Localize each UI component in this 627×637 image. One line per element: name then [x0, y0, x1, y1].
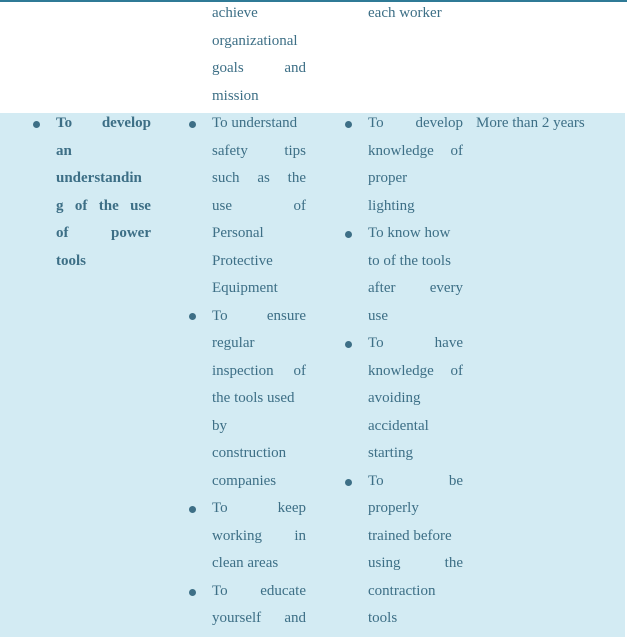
text-line: tools [368, 610, 398, 626]
text-line: properly [368, 500, 419, 516]
word: using [368, 555, 401, 571]
word: every [429, 280, 463, 296]
word: and [284, 610, 306, 626]
word: To [212, 582, 228, 599]
text-line: avoiding [368, 390, 421, 406]
text-line: contraction [368, 582, 436, 599]
word: and [284, 60, 306, 76]
word: To [212, 500, 228, 516]
text-line: use [368, 307, 388, 324]
text-line: clean areas [212, 555, 279, 571]
text-line [368, 358, 463, 386]
word: the [98, 197, 119, 214]
text-line [212, 578, 306, 606]
bullet-icon [345, 121, 352, 128]
word: develop [101, 115, 151, 131]
word: of [293, 197, 306, 214]
duration-cell [476, 110, 621, 138]
text-line: achieve [212, 5, 258, 21]
text-line [212, 303, 306, 331]
word: use [212, 197, 232, 214]
word: educate [260, 582, 306, 599]
word: of [56, 225, 69, 241]
text-line: accidental [368, 417, 429, 434]
word: power [111, 225, 151, 241]
word: working [212, 527, 262, 544]
text-line: organizational [212, 32, 298, 49]
text-line [56, 220, 151, 248]
word: after [368, 280, 396, 296]
bullet-icon [33, 121, 40, 128]
word: knowledge [368, 362, 434, 379]
text-line [212, 193, 306, 221]
text-line [212, 358, 306, 386]
safety-cell [212, 110, 306, 633]
text-line [212, 138, 306, 166]
word: of [450, 142, 463, 159]
knowledge-cell [368, 110, 463, 633]
text-line: each worker [368, 5, 442, 21]
duration-text: More than 2 years [476, 115, 585, 131]
text-line: by [212, 417, 227, 434]
text-line [56, 110, 151, 138]
bullet-icon [189, 506, 196, 513]
word: goals [212, 60, 244, 76]
text-line [368, 550, 463, 578]
word: use [130, 197, 151, 214]
word: of [74, 197, 88, 214]
text-line: Personal [212, 225, 264, 241]
text-line [368, 330, 463, 358]
table-row [0, 113, 625, 637]
text-line: tools [56, 252, 86, 269]
text-line: proper [368, 170, 408, 186]
previous-row-cell-2 [212, 0, 306, 110]
text-line: companies [212, 472, 277, 489]
bullet-icon [189, 121, 196, 128]
text-line: mission [212, 87, 259, 104]
text-line [212, 495, 306, 523]
word: keep [277, 500, 306, 516]
text-line [212, 523, 306, 551]
word: tips [284, 142, 306, 159]
text-line: starting [368, 445, 413, 461]
word: To [368, 472, 384, 489]
word: such [212, 170, 240, 186]
text-line [212, 55, 306, 83]
text-line: Protective [212, 252, 273, 269]
objective-cell [56, 110, 151, 275]
text-line [368, 468, 463, 496]
text-line: Equipment [212, 280, 278, 296]
word: To [368, 115, 384, 131]
text-line [368, 110, 463, 138]
previous-row-cell-3 [368, 0, 463, 28]
word: To [212, 307, 228, 324]
word: ensure [266, 307, 306, 324]
word: in [294, 527, 306, 544]
word: g [56, 197, 64, 214]
bullet-icon [345, 479, 352, 486]
text-line: construction [212, 445, 287, 461]
word: inspection [212, 362, 274, 379]
word: safety [212, 142, 248, 159]
text-line: To understand [212, 115, 298, 131]
bullet-icon [189, 589, 196, 596]
text-line [368, 138, 463, 166]
bullet-icon [189, 313, 196, 320]
word: have [434, 335, 463, 351]
word: To [56, 115, 73, 131]
word: develop [415, 115, 463, 131]
text-line: the tools used [212, 390, 295, 406]
word: knowledge [368, 142, 434, 159]
text-line: To know how [368, 225, 451, 241]
word: the [444, 555, 463, 571]
word: of [450, 362, 463, 379]
text-line: to of the tools [368, 252, 451, 269]
text-line [212, 165, 306, 193]
text-line [212, 605, 306, 633]
text-line [368, 275, 463, 303]
text-line: regular [212, 335, 255, 351]
word: be [448, 472, 463, 489]
text-line [56, 193, 151, 221]
word: To [368, 335, 384, 351]
text-line: lighting [368, 197, 415, 214]
word: of [293, 362, 306, 379]
bullet-icon [345, 231, 352, 238]
word: yourself [212, 610, 262, 626]
text-line: understandin [56, 170, 142, 186]
table-row-previous [0, 2, 627, 113]
word: the [287, 170, 306, 186]
word: as [257, 170, 270, 186]
text-line: trained before [368, 527, 452, 544]
bullet-icon [345, 341, 352, 348]
text-line: an [56, 142, 72, 159]
